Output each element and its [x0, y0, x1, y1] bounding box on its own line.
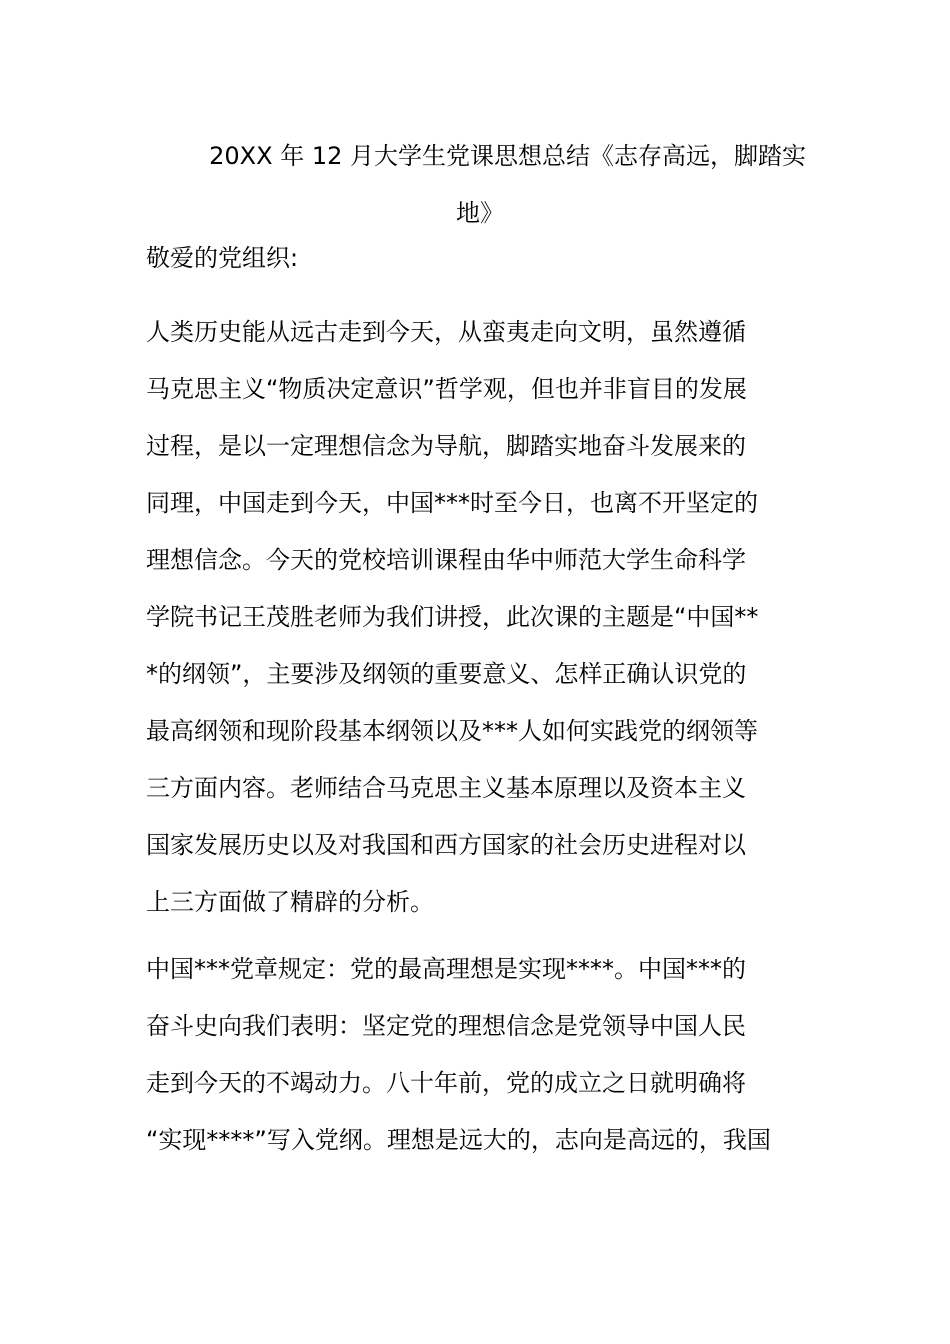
text-line: 马克思主义“物质决定意识”哲学观，但也并非盲目的发展 — [146, 375, 747, 403]
text-line: 上三方面做了精辟的分析。 — [146, 888, 434, 916]
text-line: 最高纲领和现阶段基本纲领以及***人如何实践党的纲领等 — [146, 717, 758, 745]
document-body — [146, 230, 806, 1179]
title-line: 20XX 年 12 月大学生党课思想总结《志存高远，脚踏实 — [209, 142, 806, 170]
text-line: *的纲领”，主要涉及纲领的重要意义、怎样正确认识党的 — [146, 660, 747, 688]
text-line: 理想信念。今天的党校培训课程由华中师范大学生命科学 — [146, 546, 746, 574]
text-line: 走到今天的不竭动力。八十年前，党的成立之日就明确将 — [146, 1069, 746, 1097]
text-line: “实现****”写入党纲。理想是远大的，志向是高远的，我国 — [146, 1126, 771, 1154]
text-line: 中国***党章规定：党的最高理想是实现****。中国***的 — [146, 955, 746, 983]
text-line: 同理，中国走到今天，中国***时至今日，也离不开坚定的 — [146, 489, 758, 517]
greeting — [146, 230, 806, 287]
title-line: 地》 — [456, 199, 504, 227]
text-line: 三方面内容。老师结合马克思主义基本原理以及资本主义 — [146, 774, 746, 802]
text-line: 过程，是以一定理想信念为导航，脚踏实地奋斗发展来的 — [146, 432, 746, 460]
paragraph-1 — [146, 304, 806, 931]
text-line: 人类历史能从远古走到今天，从蛮夷走向文明，虽然遵循 — [146, 318, 746, 346]
text-line: 国家发展历史以及对我国和西方国家的社会历史进程对以 — [146, 831, 746, 859]
greeting-text: 敬爱的党组织: — [146, 244, 299, 272]
text-line: 学院书记王茂胜老师为我们讲授，此次课的主题是“中国** — [146, 603, 759, 631]
text-line: 奋斗史向我们表明：坚定党的理想信念是党领导中国人民 — [146, 1012, 746, 1040]
paragraph-2 — [146, 941, 806, 1169]
document-title — [146, 128, 806, 242]
